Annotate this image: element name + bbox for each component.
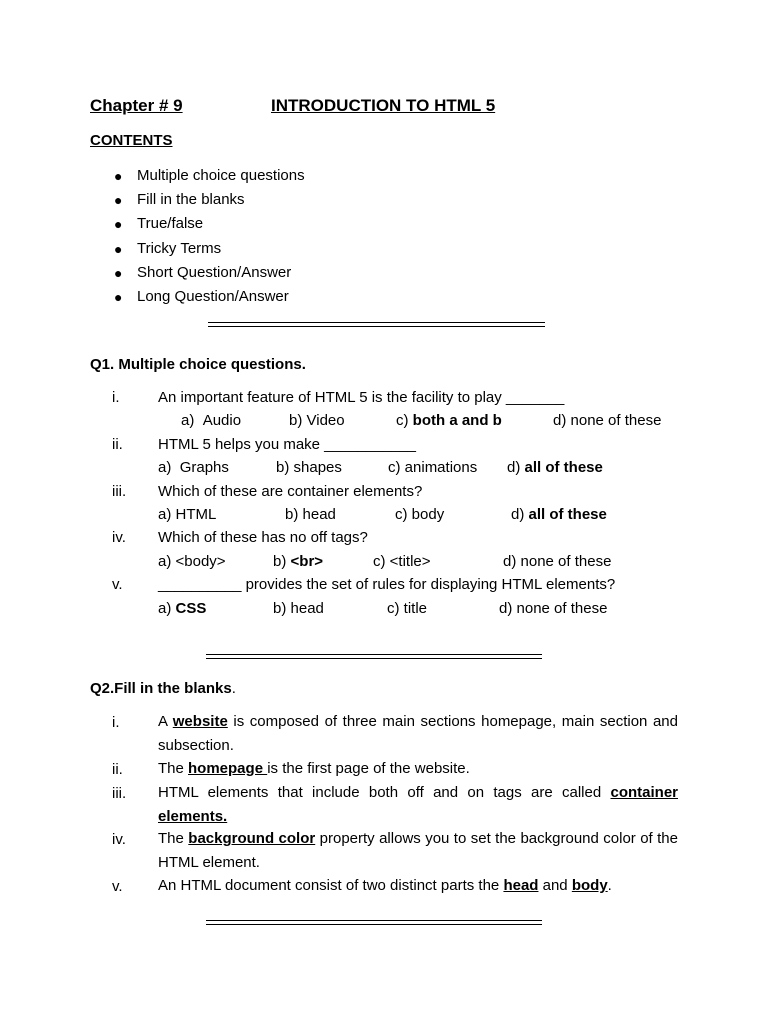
section-divider [206,654,542,659]
question-text: HTML 5 helps you make ___________ [158,436,416,453]
item-number: v. [112,878,123,895]
bullet-icon: ● [114,289,123,305]
fill-blank-item: HTML elements that include both off and on tags are called container elements. [158,784,678,825]
bullet-icon: ● [114,168,123,184]
option-a: a) <body> [158,553,226,570]
fill-blank-item: A website is composed of three main sections homepage, main section and subsection. [158,713,678,754]
question-text: An important feature of HTML 5 is the facility to play _______ [158,389,565,406]
answer: container elements. [158,784,678,825]
contents-item: Long Question/Answer [137,288,289,305]
item-number: iii. [112,785,127,802]
question-text: __________ provides the set of rules for displaying HTML elements? [158,576,616,593]
item-number: ii. [112,761,123,778]
fill-blank-item: The background color property allows you to set the background color of the HTML element. [158,830,678,871]
item-number: i. [112,714,120,731]
question-number: i. [112,389,120,406]
answer: body [571,877,608,894]
contents-item: Tricky Terms [137,240,222,257]
option-b: b) head [273,600,324,617]
contents-item: Multiple choice questions [137,167,305,184]
bullet-icon: ● [114,216,123,232]
bullet-icon: ● [114,265,123,281]
option-d: d) none of these [553,412,662,429]
question-number: iv. [112,529,126,546]
chapter-title: INTRODUCTION TO HTML 5 [271,96,496,115]
option-c: c) body [395,506,445,523]
contents-item: Short Question/Answer [137,264,292,281]
contents-item: Fill in the blanks [137,191,245,208]
answer: background color [188,830,316,847]
contents-item: True/false [137,215,204,232]
q2-heading: Q2.Fill in the blanks. [90,680,236,697]
bullet-icon: ● [114,241,123,257]
contents-heading: CONTENTS [90,132,173,149]
section-divider [206,920,542,925]
option-b: b) <br> [273,553,324,570]
question-text: Which of these has no off tags? [158,529,368,546]
section-divider [208,322,545,327]
option-d: d) none of these [499,600,608,617]
option-a: a) Audio [181,412,242,429]
option-a: a) Graphs [158,459,229,476]
question-number: iii. [112,483,127,500]
question-number: v. [112,576,123,593]
option-d: d) none of these [503,553,612,570]
question-number: ii. [112,436,123,453]
answer: head [503,877,539,894]
option-b: b) shapes [276,459,342,476]
answer: website [172,713,228,730]
fill-blank-item: An HTML document consist of two distinct parts the head and body. [158,877,612,894]
option-c: c) animations [388,459,478,476]
option-d: d) all of these [511,506,607,523]
bullet-icon: ● [114,192,123,208]
option-a: a) CSS [158,600,207,617]
q1-heading: Q1. Multiple choice questions. [90,356,306,373]
answer: homepage [188,760,268,777]
option-b: b) Video [289,412,345,429]
fill-blank-item: The homepage is the first page of the website. [158,760,470,777]
option-d: d) all of these [507,459,603,476]
option-a: a) HTML [158,506,217,523]
chapter-number: Chapter # 9 [90,96,183,115]
question-text: Which of these are container elements? [158,483,423,500]
option-c: c) title [387,600,428,617]
option-b: b) head [285,506,336,523]
item-number: iv. [112,831,126,848]
option-c: c) both a and b [396,412,502,429]
option-c: c) <title> [373,553,431,570]
